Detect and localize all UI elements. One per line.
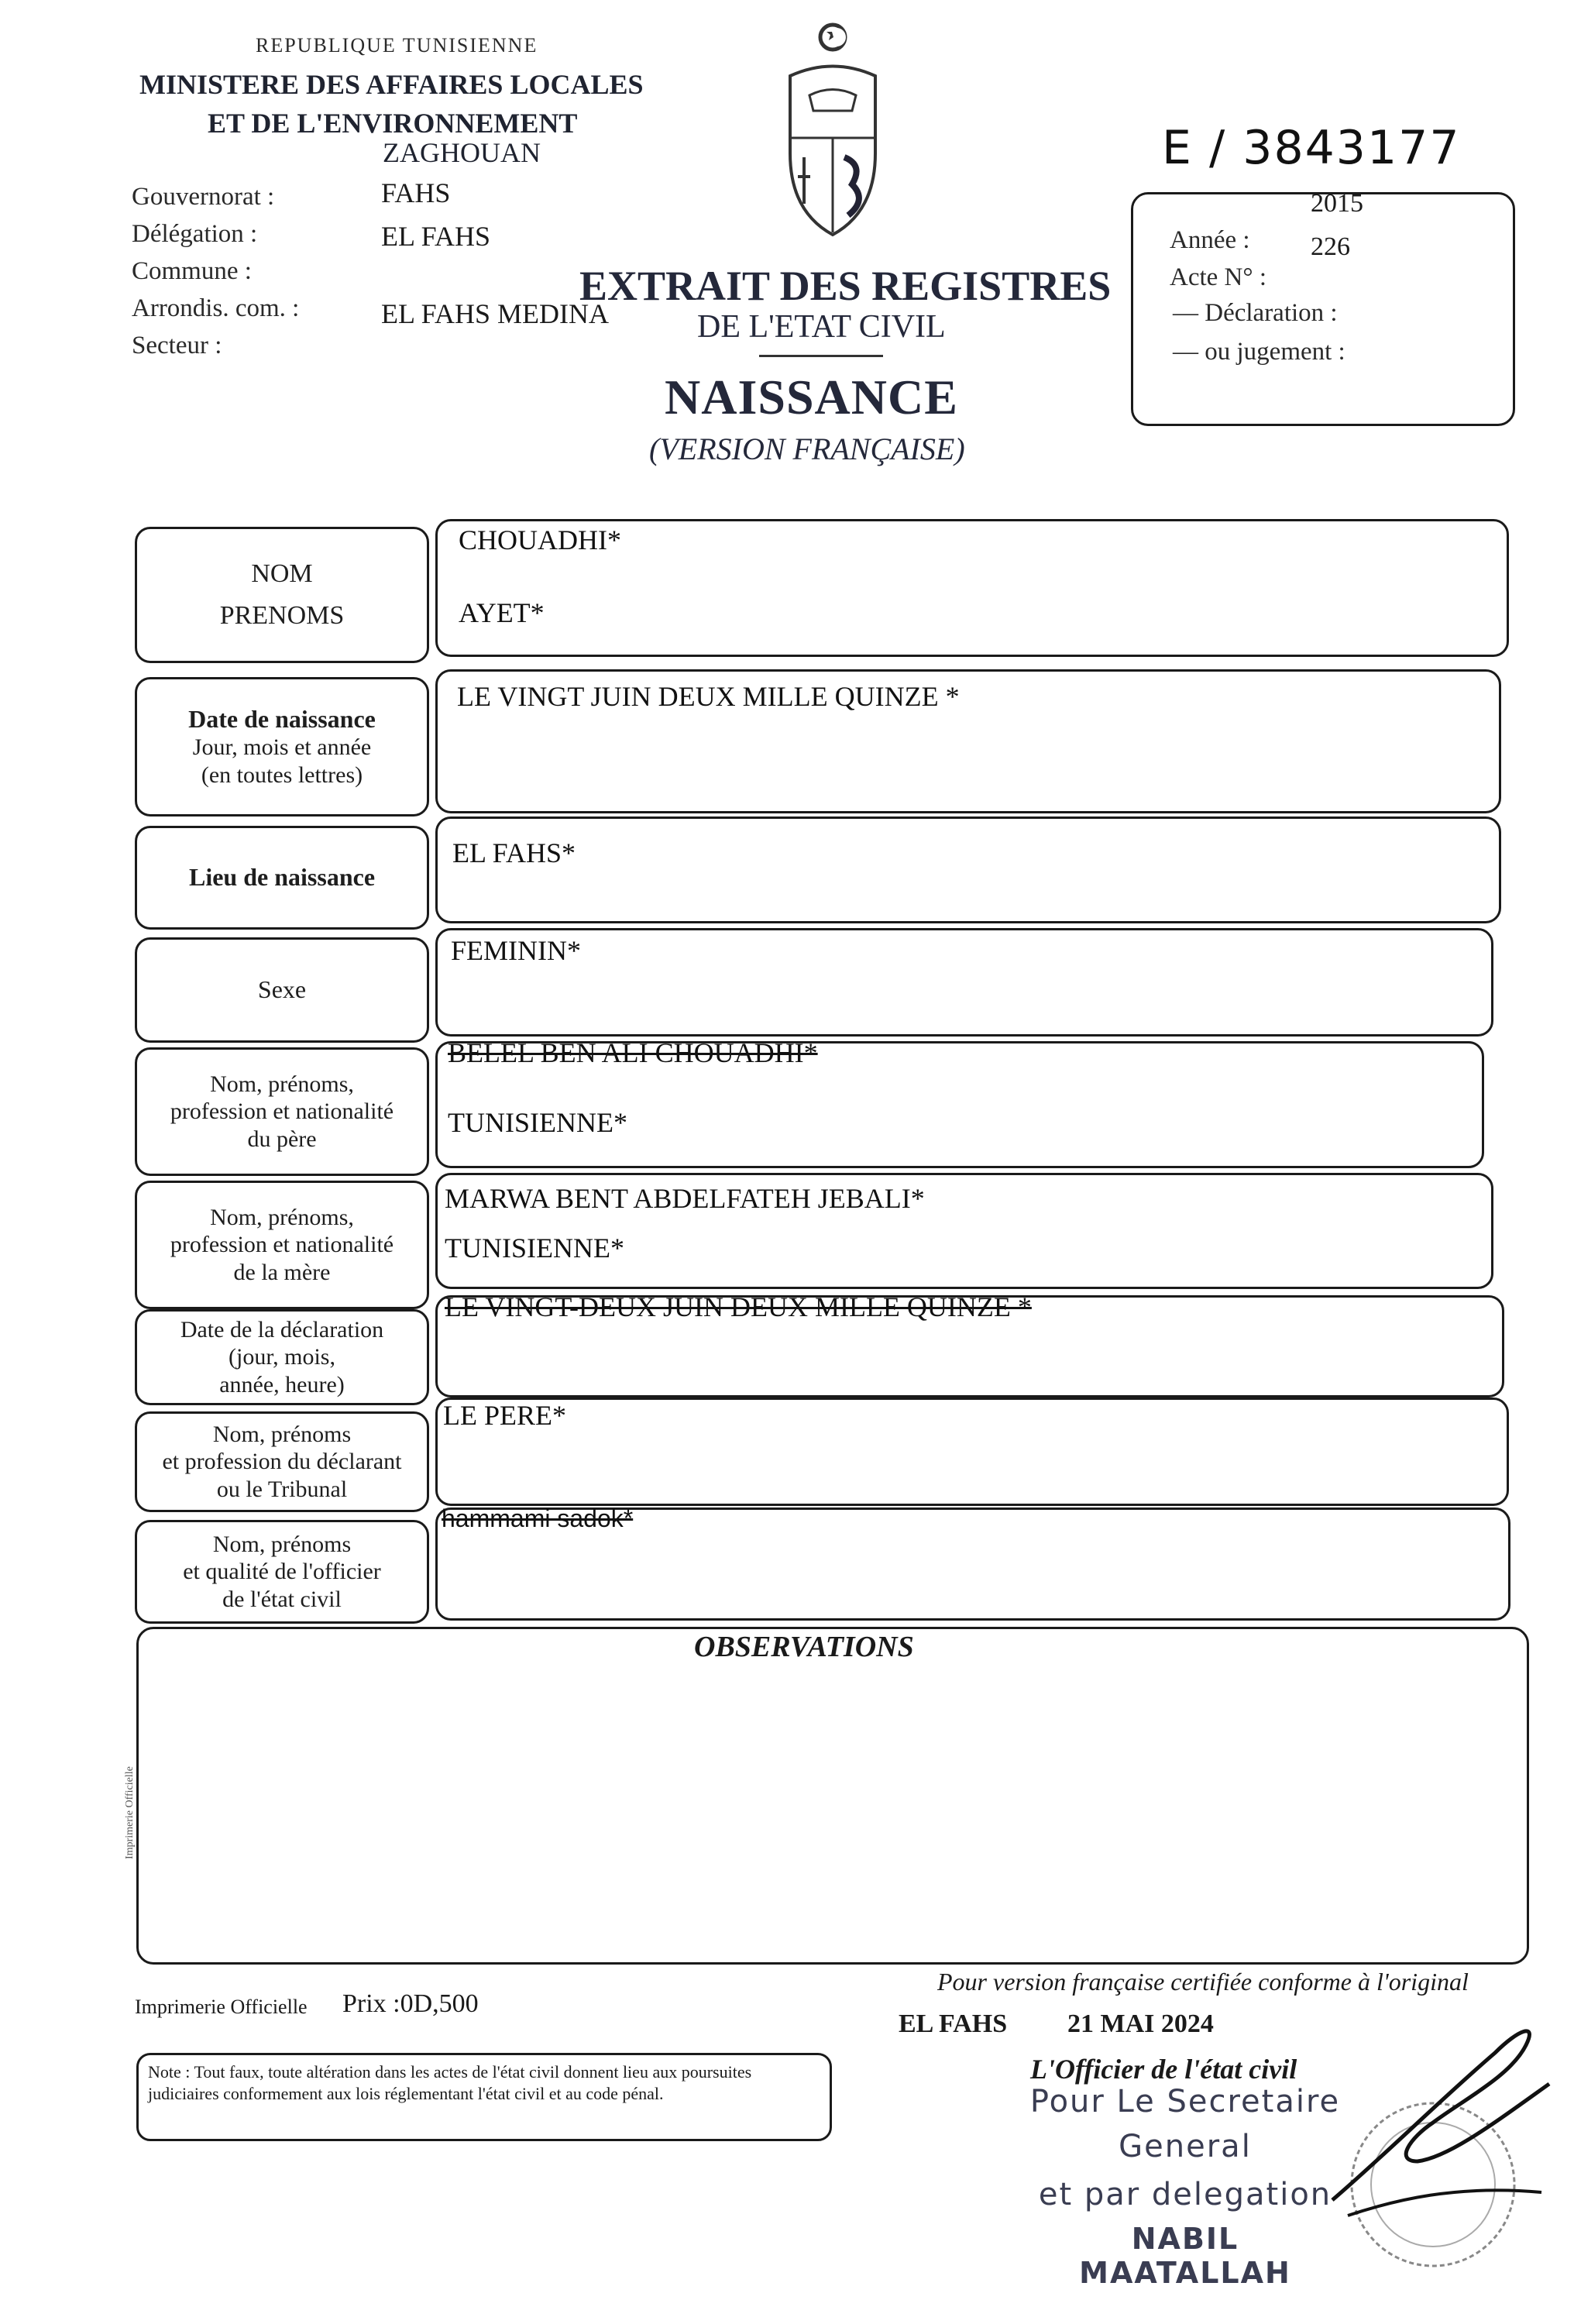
label-date-declaration-l3: année, heure) [219, 1371, 345, 1397]
doc-title-naissance: NAISSANCE [665, 370, 958, 425]
label-date-declaration [135, 1309, 429, 1405]
label-mere-l1: Nom, prénoms, [210, 1204, 354, 1230]
value-prenoms: AYET* [459, 597, 545, 628]
date-text: 21 MAI 2024 [1067, 2009, 1214, 2038]
label-lieu-naissance [135, 826, 429, 930]
value-declarant: LE PERE* [443, 1400, 566, 1431]
label-date-naissance [135, 677, 429, 816]
field-label-arrondissement: Arrondis. com. : [132, 294, 300, 322]
label-pere [135, 1047, 429, 1176]
officer-title: L'Officier de l'état civil [1030, 2054, 1297, 2085]
label-lieu-naissance-l1: Lieu de naissance [188, 863, 376, 892]
label-date-naissance-l2: Jour, mois et année [192, 734, 372, 761]
label-date-declaration-l1: Date de la déclaration [180, 1316, 384, 1342]
label-declarant [135, 1411, 429, 1512]
doc-title-line2: DE L'ETAT CIVIL [697, 309, 946, 345]
acte-label: Acte N° : [1170, 263, 1266, 291]
label-pere-l3: du père [247, 1126, 317, 1152]
stamp-line2: General [1119, 2129, 1252, 2164]
jugement-label: — ou jugement : [1173, 338, 1345, 366]
label-sexe-l1: Sexe [257, 975, 307, 1004]
field-label-secteur: Secteur : [132, 332, 222, 359]
coat-of-arms-emblem [767, 22, 899, 246]
label-date-naissance-l3: (en toutes lettres) [201, 761, 363, 788]
place-text: EL FAHS [899, 2009, 1008, 2038]
field-value-gouvernorat: FAHS [381, 177, 451, 208]
ministry-line1: MINISTERE DES AFFAIRES LOCALES [139, 69, 644, 100]
value-date-naissance: LE VINGT JUIN DEUX MILLE QUINZE * [457, 681, 960, 712]
doc-title-version: (VERSION FRANÇAISE) [649, 431, 965, 466]
label-date-declaration-l2: (jour, mois, [229, 1344, 335, 1370]
title-divider [759, 355, 883, 357]
stamp-line1: Pour Le Secretaire [1029, 2084, 1341, 2119]
label-mere-l3: de la mère [233, 1259, 331, 1285]
observations-label: OBSERVATIONS [694, 1631, 914, 1663]
price-label: Prix :0D,500 [342, 1989, 479, 2018]
value-mere-nationalite: TUNISIENNE* [445, 1232, 624, 1263]
value-sexe: FEMININ* [451, 935, 581, 966]
value-pere-nom: BELEL BEN ALI CHOUADHI* [448, 1037, 818, 1068]
field-label-commune: Commune : [132, 257, 252, 285]
declaration-label: — Déclaration : [1173, 299, 1338, 327]
field-value-arrondissement: EL FAHS MEDINA [381, 298, 609, 329]
year-label: Année : [1170, 226, 1250, 254]
observations-box [136, 1627, 1529, 1965]
republic-label: REPUBLIQUE TUNISIENNE [256, 34, 538, 57]
field-label-gouvernorat: Gouvernorat : [132, 183, 275, 211]
printer-vertical-mark: Imprimerie Officielle [124, 1766, 136, 1859]
value-pere-nationalite: TUNISIENNE* [448, 1107, 627, 1138]
value-mere-nom: MARWA BENT ABDELFATEH JEBALI* [445, 1183, 925, 1214]
value-box-sexe [435, 928, 1493, 1037]
region: ZAGHOUAN [383, 137, 541, 168]
doc-title-line1: EXTRAIT DES REGISTRES [579, 263, 1112, 309]
label-date-naissance-l1: Date de naissance [188, 704, 376, 733]
label-nom-prenoms [135, 527, 429, 663]
label-officier-l2: et qualité de l'officier [183, 1559, 381, 1585]
stamp-line4: NABIL MAATALLAH [1079, 2222, 1291, 2290]
label-declarant-l2: et profession du déclarant [162, 1449, 402, 1475]
label-prenoms: PRENOMS [219, 601, 345, 630]
value-officier: hammami sadok* [442, 1504, 634, 1532]
ministry-line2: ET DE L'ENVIRONNEMENT [208, 108, 578, 139]
label-declarant-l3: ou le Tribunal [216, 1476, 348, 1502]
label-officier [135, 1520, 429, 1624]
year-value: 2015 [1311, 189, 1363, 218]
label-pere-l1: Nom, prénoms, [210, 1071, 354, 1097]
legal-note: Note : Tout faux, toute altération dans les actes de l'état civil donnent lieu aux poursuites judiciaires conformement aux lois réglementant l'état civil et au code pénal. [136, 2053, 832, 2141]
stamp-line3: et par delegation [1038, 2177, 1332, 2212]
value-lieu-naissance: EL FAHS* [452, 837, 576, 868]
value-box-declarant [435, 1397, 1509, 1506]
register-number: E / 3843177 [1162, 121, 1461, 175]
field-label-delegation: Délégation : [132, 220, 258, 248]
acte-value: 226 [1311, 232, 1350, 261]
label-mere [135, 1181, 429, 1309]
field-value-delegation: EL FAHS [381, 221, 491, 252]
printer-label: Imprimerie Officielle [135, 1996, 308, 2018]
label-officier-l3: de l'état civil [222, 1586, 342, 1612]
label-sexe [135, 937, 429, 1043]
value-nom: CHOUADHI* [459, 524, 621, 555]
value-date-declaration: LE VINGT-DEUX JUIN DEUX MILLE QUINZE * [445, 1291, 1032, 1322]
label-mere-l2: profession et nationalité [170, 1232, 394, 1258]
value-box-lieu-naissance [435, 816, 1501, 923]
label-pere-l2: profession et nationalité [170, 1098, 394, 1125]
label-nom: NOM [251, 559, 313, 588]
label-declarant-l1: Nom, prénoms [212, 1421, 352, 1447]
certify-text: Pour version française certifiée conforme à l'original [937, 1968, 1469, 1996]
signature-and-seal [1317, 1968, 1565, 2309]
label-officier-l1: Nom, prénoms [212, 1531, 352, 1557]
